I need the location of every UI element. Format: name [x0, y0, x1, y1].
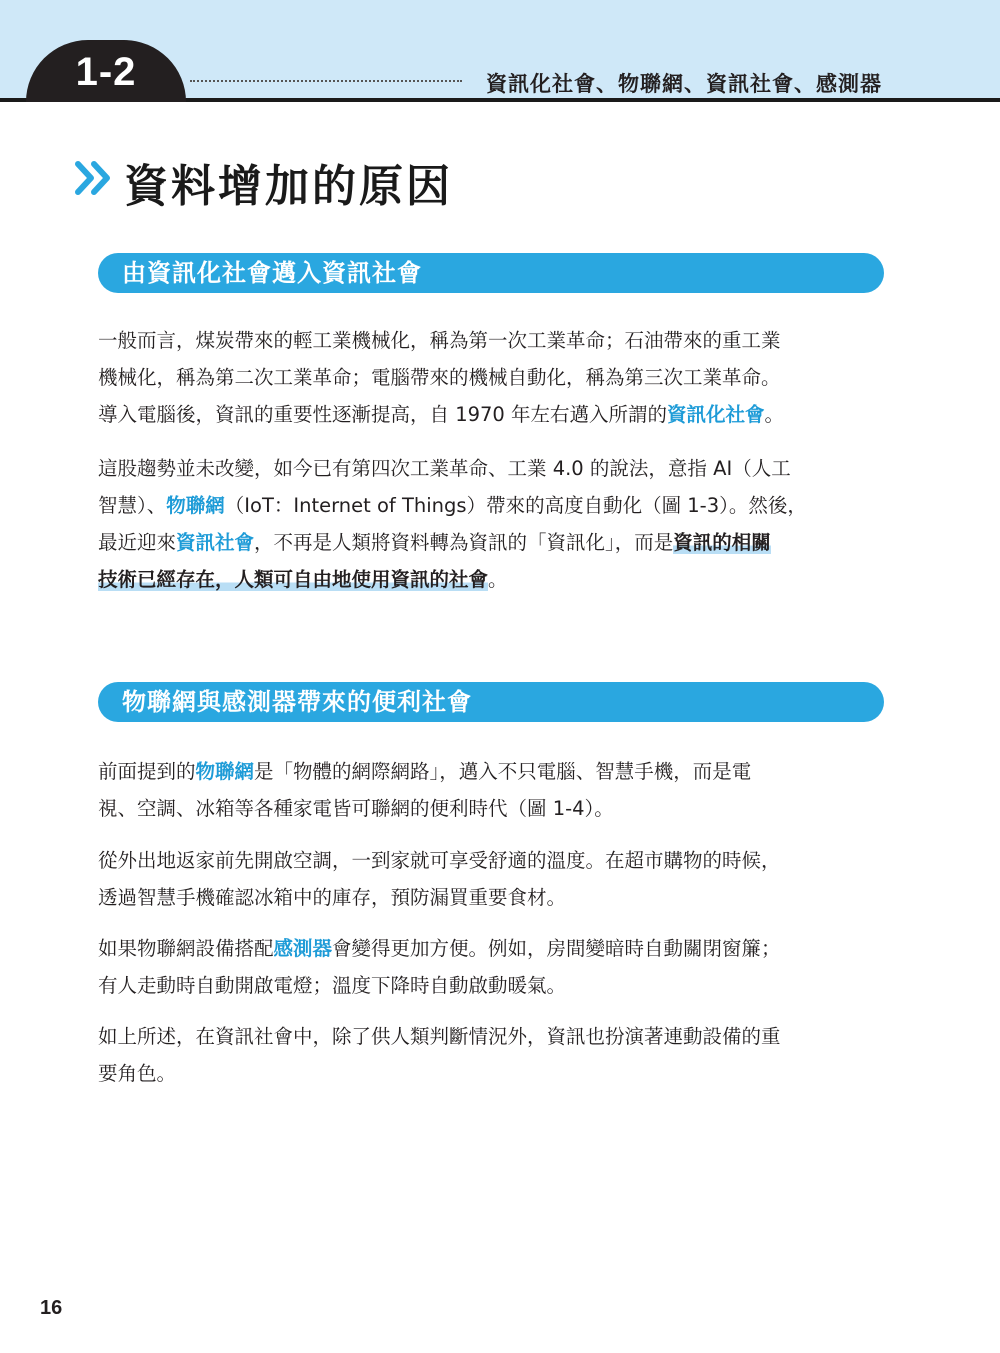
text-fragment: 。	[488, 568, 508, 591]
text-line: 前面提到的	[98, 760, 196, 783]
section-heading: 由資訊化社會邁入資訊社會	[122, 259, 422, 287]
keyword: 資訊社會	[176, 531, 255, 554]
keyword: 物聯網	[195, 760, 255, 783]
paragraph	[98, 753, 888, 827]
paragraph	[98, 1018, 888, 1092]
paragraph	[98, 322, 888, 433]
paragraph	[98, 450, 888, 598]
section-heading: 物聯網與感測器帶來的便利社會	[122, 688, 472, 716]
highlighted-text: 資訊的相關	[673, 531, 771, 554]
keyword: 資訊化社會	[667, 403, 765, 426]
text-line: 從外出地返家前先開啟空調，一到家就可享受舒適的溫度。在超市購物的時候，	[98, 849, 781, 872]
text-line: 有人走動時自動開啟電燈；溫度下降時自動啟動暖氣。	[98, 974, 567, 997]
paragraph	[98, 930, 888, 1004]
header-keywords: 資訊化社會、物聯網、資訊社會、感測器	[486, 72, 882, 96]
text-line: 這股趨勢並未改變，如今已有第四次工業革命、工業 4.0 的說法，意指 AI（人工	[98, 457, 791, 480]
text-line: 視、空調、冰箱等各種家電皆可聯網的便利時代（圖 1-4）。	[98, 797, 614, 820]
page-number: 16	[40, 1297, 63, 1319]
text-line: 最近迎來	[98, 531, 177, 554]
text-fragment: （IoT：Internet of Things）帶來的高度自動化（圖 1-3）。然後，	[224, 494, 807, 517]
text-line: 如上所述，在資訊社會中，除了供人類判斷情況外，資訊也扮演著連動設備的重	[98, 1025, 781, 1048]
keyword: 物聯網	[166, 494, 225, 517]
header-dotted-leader	[190, 80, 462, 82]
paragraph	[98, 842, 888, 916]
text-line: 機械化，稱為第二次工業革命；電腦帶來的機械自動化，稱為第三次工業革命。	[98, 366, 781, 389]
text-fragment: 是「物體的網際網路」，邁入不只電腦、智慧手機，而是電	[254, 760, 752, 783]
text-line: 導入電腦後，資訊的重要性逐漸提高，自 1970 年左右邁入所謂的	[98, 403, 668, 426]
text-line: 智慧）、	[98, 494, 167, 517]
text-line: 如果物聯網設備搭配	[98, 937, 274, 960]
text-line: 要角色。	[98, 1062, 177, 1085]
text-fragment: ，不再是人類將資料轉為資訊的「資訊化」，而是	[254, 531, 674, 554]
text-fragment: 會變得更加方便。例如，房間變暗時自動關閉窗簾；	[332, 937, 781, 960]
text-line: 一般而言，煤炭帶來的輕工業機械化，稱為第一次工業革命；石油帶來的重工業	[98, 329, 781, 352]
keyword: 感測器	[273, 937, 333, 960]
chapter-number: 1-2	[75, 50, 137, 94]
highlighted-text: 技術已經存在，人類可自由地使用資訊的社會	[98, 568, 489, 591]
double-chevron-right-icon	[74, 158, 114, 198]
page-title: 資料增加的原因	[124, 161, 453, 212]
text-line: 透過智慧手機確認冰箱中的庫存，預防漏買重要食材。	[98, 886, 567, 909]
text-fragment: 。	[764, 403, 785, 426]
